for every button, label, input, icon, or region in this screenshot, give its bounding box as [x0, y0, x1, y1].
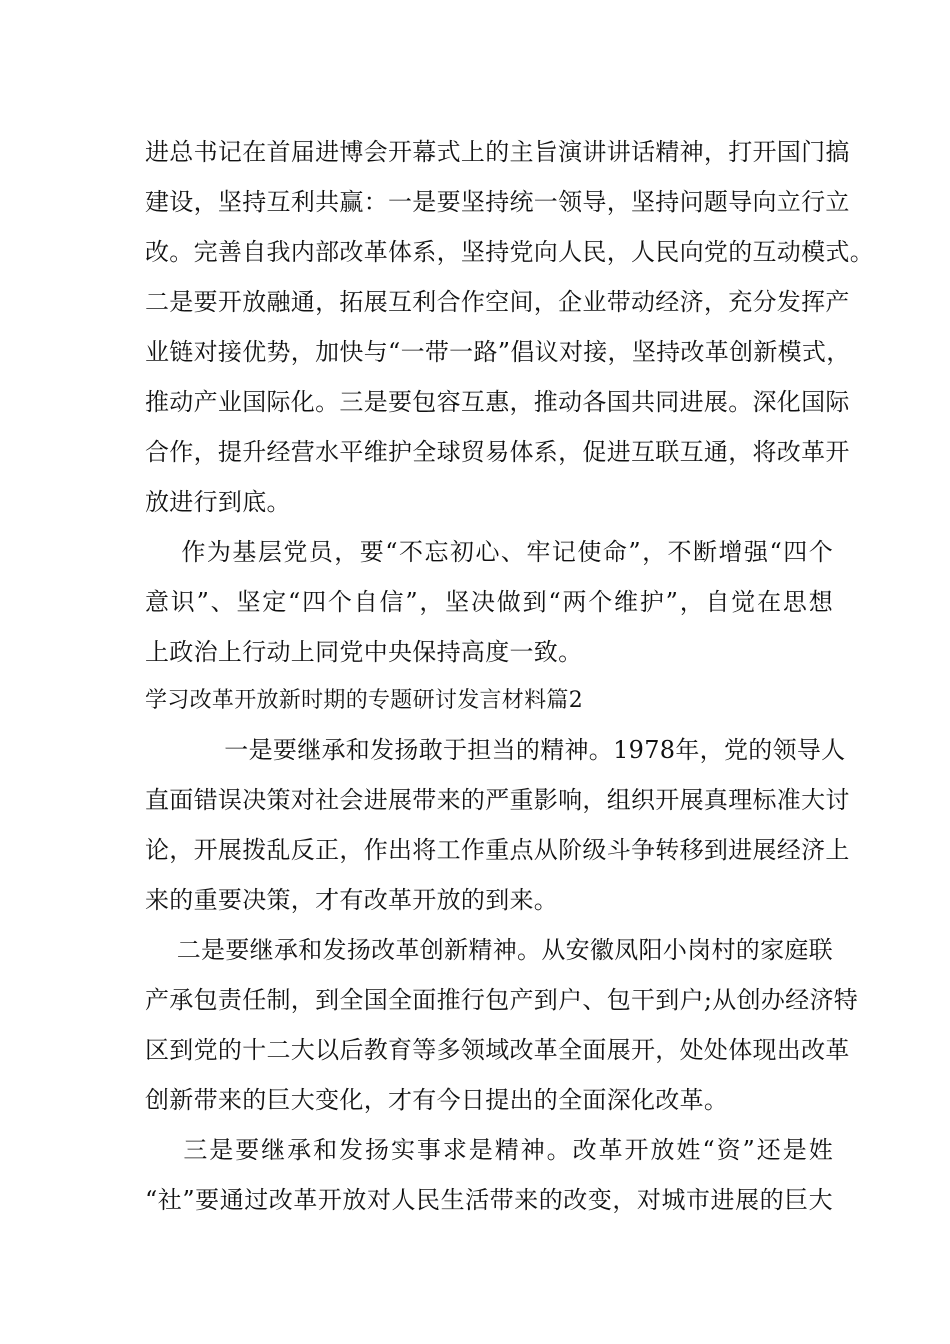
body-text-line: 建设，坚持互利共赢：一是要坚持统一领导，坚持问题导向立行立	[145, 188, 850, 216]
body-text-line: 二是要继承和发扬改革创新精神。从安徽凤阳小岗村的家庭联	[145, 936, 833, 964]
body-text-line: 作为基层党员，要“不忘初心、牢记使命”，不断增强“四个	[145, 538, 833, 566]
body-text-line: 直面错误决策对社会进展带来的严重影响，组织开展真理标准大讨	[145, 786, 850, 814]
body-text-line: 一是要继承和发扬敢于担当的精神。1978年，党的领导人	[145, 736, 846, 764]
body-text-line: 意识”、坚定“四个自信”，坚决做到“两个维护”，自觉在思想	[145, 588, 833, 616]
body-text-line: 改。完善自我内部改革体系，坚持党向人民，人民向党的互动模式。	[145, 238, 874, 266]
body-text-line: 创新带来的巨大变化，才有今日提出的全面深化改革。	[145, 1086, 729, 1114]
body-text-line: 放进行到底。	[145, 488, 291, 516]
body-text-line: 进总书记在首届进博会开幕式上的主旨演讲讲话精神，打开国门搞	[145, 138, 850, 166]
section-heading: 学习改革开放新时期的专题研讨发言材料篇2	[145, 688, 583, 713]
body-text-line: 上政治上行动上同党中央保持高度一致。	[145, 638, 583, 666]
body-text-line: 推动产业国际化。三是要包容互惠，推动各国共同进展。深化国际	[145, 388, 850, 416]
body-text-line: 二是要开放融通，拓展互利合作空间，企业带动经济，充分发挥产	[145, 288, 850, 316]
body-text-line: 来的重要决策，才有改革开放的到来。	[145, 886, 559, 914]
body-text-line: 论，开展拨乱反正，作出将工作重点从阶级斗争转移到进展经济上	[145, 836, 850, 864]
body-text-line: 产承包责任制，到全国全面推行包产到户、包干到户;从创办经济特	[145, 986, 859, 1014]
body-text-line: 业链对接优势，加快与“一带一路”倡议对接，坚持改革创新模式，	[145, 338, 851, 366]
body-text-line: 区到党的十二大以后教育等多领域改革全面展开，处处体现出改革	[145, 1036, 850, 1064]
body-text-line: 三是要继承和发扬实事求是精神。改革开放姓“资”还是姓	[145, 1136, 833, 1164]
body-text-line: “社”要通过改革开放对人民生活带来的改变，对城市进展的巨大	[145, 1186, 833, 1214]
body-text-line: 合作，提升经营水平维护全球贸易体系，促进互联互通，将改革开	[145, 438, 850, 466]
